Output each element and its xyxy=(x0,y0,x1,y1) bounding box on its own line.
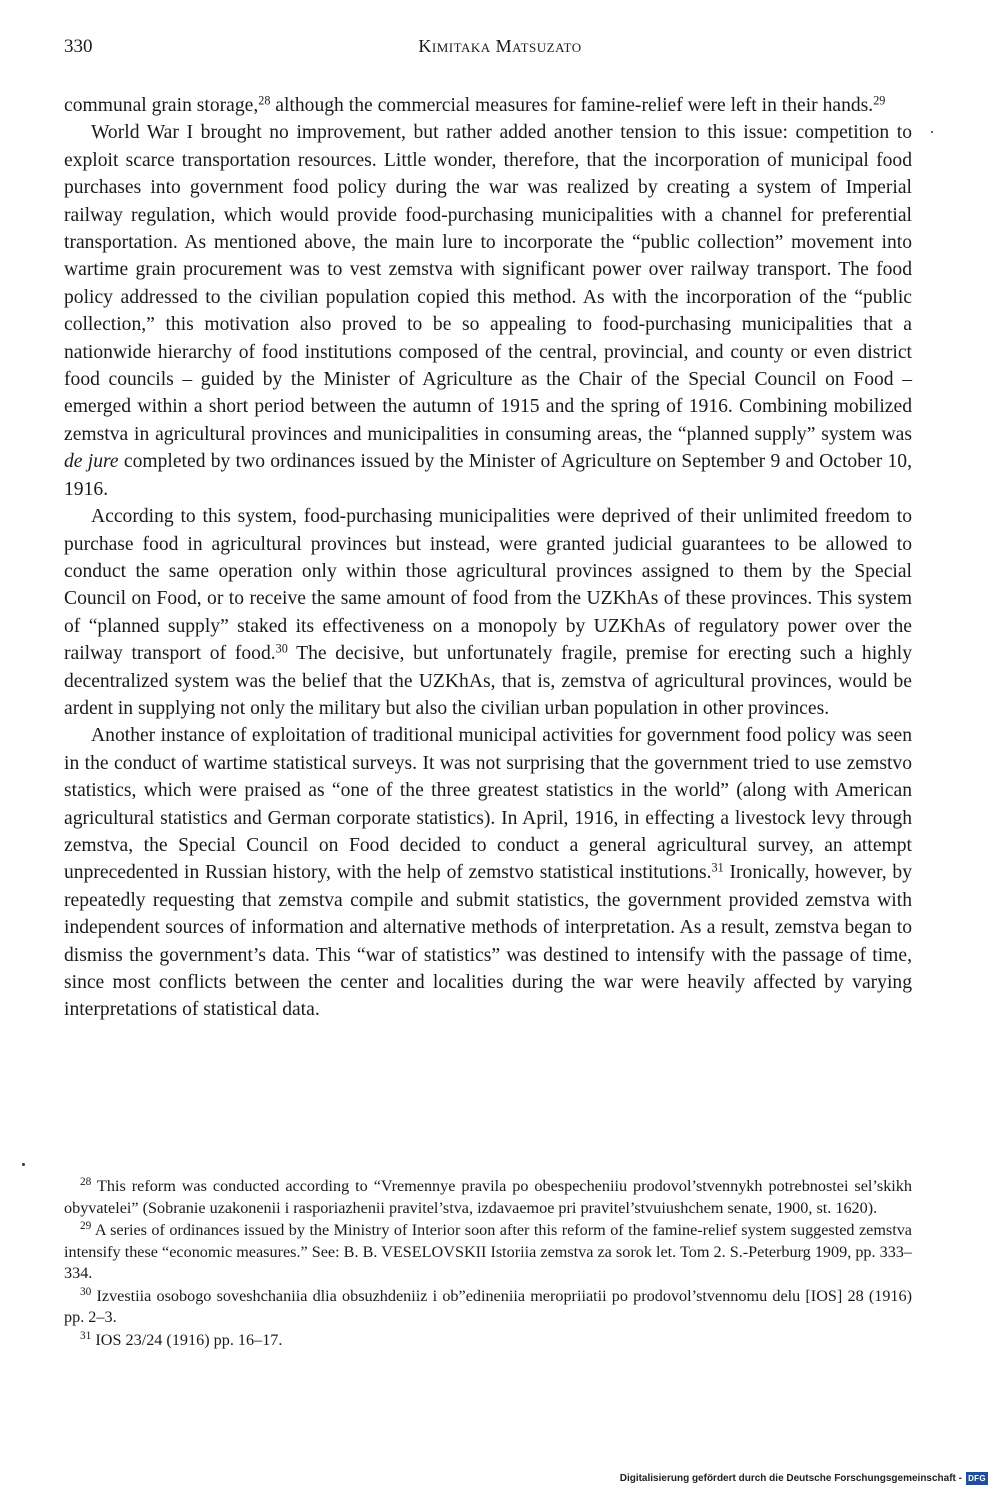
footnote-ref-31[interactable]: 31 xyxy=(711,860,724,875)
footnote-ref-30[interactable]: 30 xyxy=(275,641,288,656)
footnote-number: 28 xyxy=(80,1175,92,1188)
credit-text: Digitalisierung gefördert durch die Deutsche Forschungsgemeinschaft - xyxy=(619,1472,962,1484)
scan-speck xyxy=(22,1163,25,1166)
footnote-28: $^{28}$ This reform was conducted according to “Vremennye pravila po obespecheniiu prodovol’stvennykh potrebnostei sel’skikh obyvatelei” (Sobranie uzakonenii i rasporiazhenii pravitel’stva, izdavaemoe pri pravitel’stvuiushchem senate, 1900, st. 1620). xyxy=(64,1175,912,1217)
page-header xyxy=(64,36,936,62)
dfg-logo-icon: DFG xyxy=(966,1472,988,1485)
footnote-number: 31 xyxy=(80,1329,92,1342)
footnote-ref-28[interactable]: 28 xyxy=(258,93,271,108)
body-text xyxy=(64,92,912,1024)
emphasis-de-jure: de jure xyxy=(64,451,119,473)
paragraph-3: According to this system, food-purchasing municipalities were deprived of their unlimited freedom to purchase food in agricultural provinces but instead, were granted judicial guarantees to be allowed to conduct the same operation only within those agricultural provinces assigned to them by the Special Council on Food, or to receive the same amount of food from the UZKhAs of these provinces. This system of “planned supply” staked its effectiveness on a monopoly by UZKhAs of regulatory power over the railway transport of food.$^{30}$ The decisive, but unfortunately fragile, premise for erecting such a highly decentralized system was the belief that the UZKhAs, that is, zemstva of agricultural provinces, would be ardent in supplying not only the military but also the civilian urban population in other provinces. xyxy=(64,506,913,719)
scan-speck xyxy=(931,131,933,133)
paragraph-1: communal grain storage,$^{28}$ although the commercial measures for famine-relief were left in their hands.$^{29}$ xyxy=(64,93,886,116)
footnote-31: $^{31}$ IOS 23/24 (1916) pp. 16–17. xyxy=(80,1329,283,1349)
footnote-number: 30 xyxy=(80,1285,92,1298)
digitization-credit xyxy=(620,1470,988,1486)
footnotes xyxy=(64,1176,912,1352)
footnote-ref-29[interactable]: 29 xyxy=(873,93,886,108)
paragraph-2: World War I brought no improvement, but rather added another tension to this issue: competition to exploit scarce transportation resources. Little wonder, therefore, that the incorporation of municipal food purchases into government food policy during the war was realized by creating a system of Imperial railway regulation, which would provide food-purchasing municipalities with a channel for preferential transportation. As mentioned above, the main lure to incorporate the “public collection” movement into wartime grain procurement was to vest zemstva with significant power over railway transport. The food policy addressed to the civilian population copied this method. As with the incorporation of the “public collection,” this motivation also proved to be so appealing to food-purchasing municipalities that a nationwide hierarchy of food institutions composed of the central, provincial, and county or even district food councils – guided by the Minister of Agriculture as the Chair of the Special Council on Food – emerged within a short period between the autumn of 1915 and the spring of 1916. Combining mobilized zemstva in agricultural provinces and municipalities in consuming areas, the “planned supply” system was de jure completed by two ordinances issued by the Minister of Agriculture on September 9 and October 10, 1916. xyxy=(64,122,912,500)
running-head: Kimitaka Matsuzato xyxy=(418,36,582,56)
paragraph-4: Another instance of exploitation of traditional municipal activities for government food policy was seen in the conduct of wartime statistical surveys. It was not surprising that the government tried to use zemstvo statistics, which were praised as “one of the three greatest statistics in the world” (along with American agricultural statistics and German corporate statistics). In April, 1916, in effecting a livestock levy through zemstva, the Special Council on Food decided to conduct a general agricultural survey, an attempt unprecedented in Russian history, with the help of zemstvo statistical institutions.$^{31}$ Ironically, however, by repeatedly requesting that zemstva compile and submit statistics, the government provided zemstva with independent sources of information and alternative methods of interpretation. As a result, zemstva began to dismiss the government’s data. This “war of statistics” was destined to intensify with the passage of time, since most conflicts between the center and localities during the war were heavily affected by varying interpretations of statistical data. xyxy=(64,725,912,1021)
footnote-29: $^{29}$ A series of ordinances issued by the Ministry of Interior soon after this reform of the famine-relief system suggested zemstva intensify these “economic measures.” See: B. B. VESELOVSKII Istoriia zemstva za sorok let. Tom 2. S.-Peterburg 1909, pp. 333–334. xyxy=(64,1219,912,1282)
footnote-30: $^{30}$ Izvestiia osobogo soveshchaniia dlia obsuzhdeniiz i ob”edineniia meropriiatii po prodovol’stvennomu delu [IOS] 28 (1916) pp. 2–3. xyxy=(64,1285,912,1326)
page-number: 330 xyxy=(64,36,93,57)
footnote-number: 29 xyxy=(80,1219,92,1232)
